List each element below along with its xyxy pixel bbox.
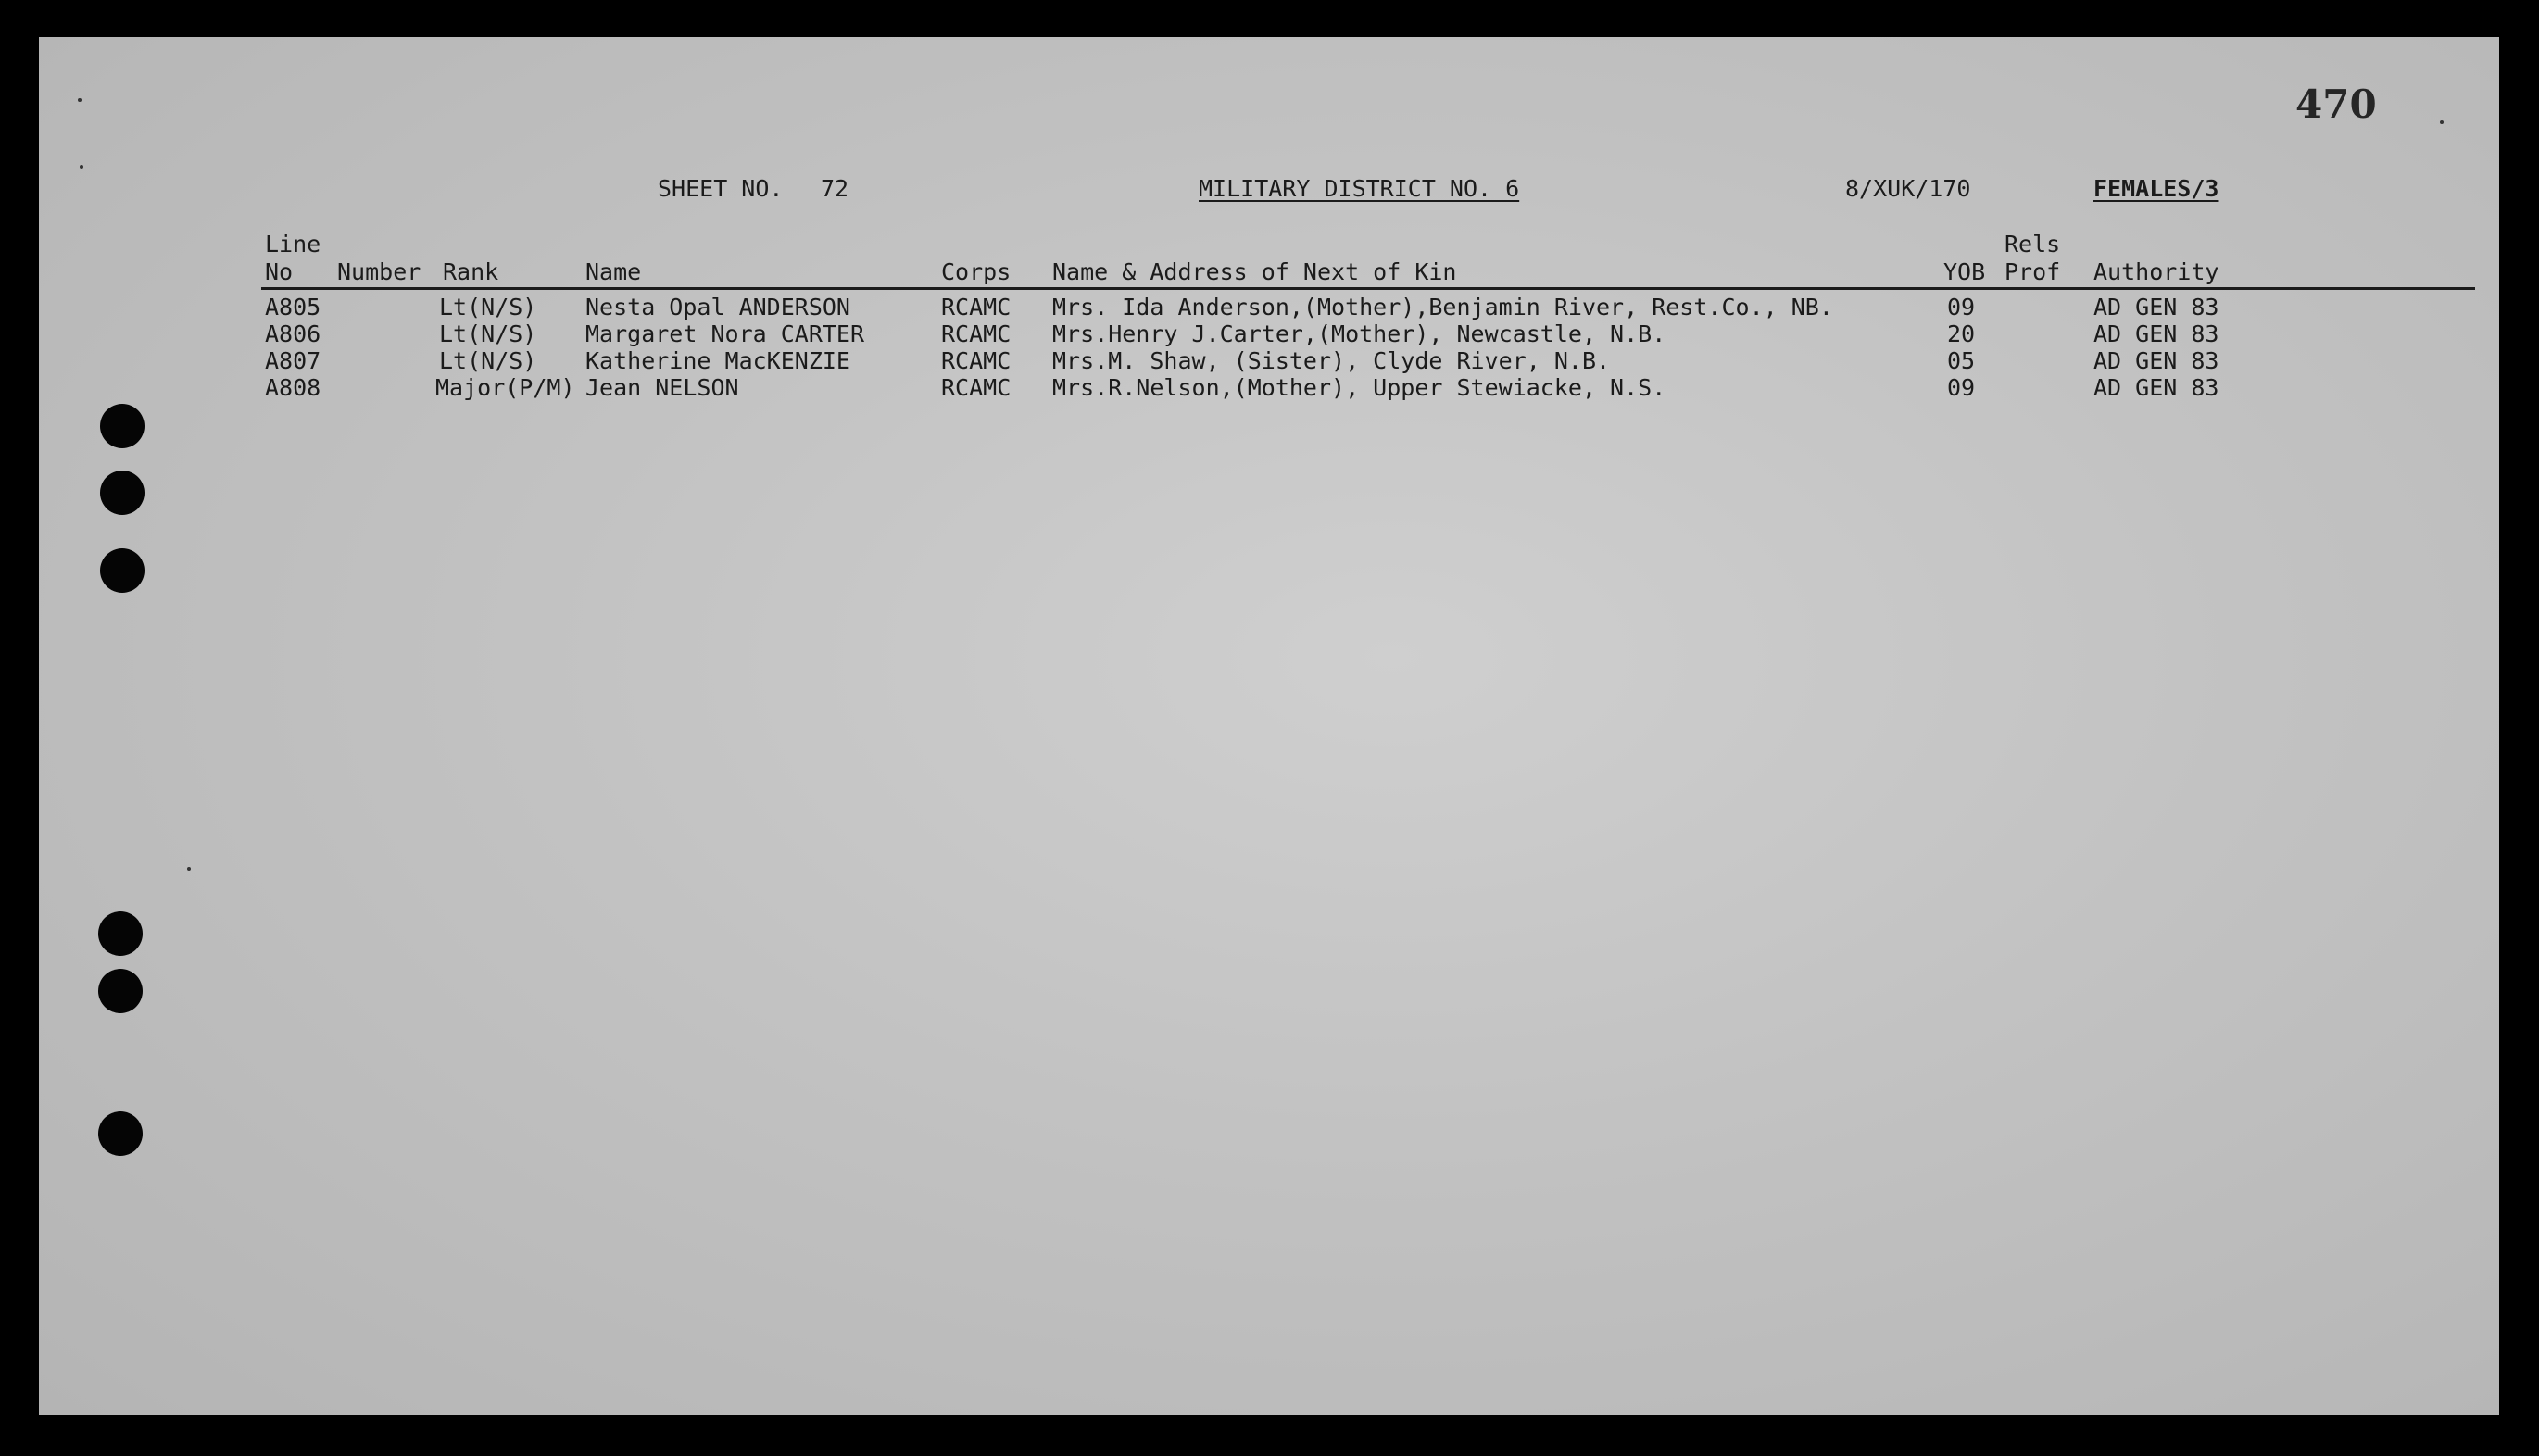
category-label: FEMALES/3	[2093, 175, 2219, 202]
row-2-name: Margaret Nora CARTER	[585, 320, 865, 347]
row-2-next-of-kin: Mrs.Henry J.Carter,(Mother), Newcastle, N.B.	[1052, 320, 1666, 347]
row-4-next-of-kin: Mrs.R.Nelson,(Mother), Upper Stewiacke, N.S.	[1052, 374, 1666, 401]
row-1-corps: RCAMC	[941, 294, 1012, 320]
col-name: Name	[585, 258, 642, 285]
row-4-yob: 09	[1947, 374, 1976, 401]
col-line-bottom: No	[265, 258, 294, 285]
punch-hole	[100, 471, 145, 515]
sheet-number: 72	[821, 175, 849, 202]
row-2-rank: Lt(N/S)	[439, 320, 537, 347]
row-2-corps: RCAMC	[941, 320, 1012, 347]
row-1-next-of-kin: Mrs. Ida Anderson,(Mother),Benjamin River, Rest.Co., NB.	[1052, 294, 1833, 320]
punch-hole	[98, 969, 143, 1013]
row-2-line: A806	[265, 320, 321, 347]
row-4-corps: RCAMC	[941, 374, 1012, 401]
header-rule	[261, 287, 2475, 290]
page-number: 470	[2295, 82, 2377, 127]
row-4-name: Jean NELSON	[585, 374, 739, 401]
row-4-authority: AD GEN 83	[2093, 374, 2219, 401]
speck	[80, 165, 83, 169]
row-3-next-of-kin: Mrs.M. Shaw, (Sister), Clyde River, N.B.	[1052, 347, 1611, 374]
row-3-yob: 05	[1947, 347, 1976, 374]
col-line-top: Line	[265, 231, 321, 257]
col-authority: Authority	[2093, 258, 2219, 285]
row-1-line: A805	[265, 294, 321, 320]
speck	[2440, 120, 2444, 124]
speck	[187, 867, 191, 871]
row-3-corps: RCAMC	[941, 347, 1012, 374]
row-1-rank: Lt(N/S)	[439, 294, 537, 320]
row-3-name: Katherine MacKENZIE	[585, 347, 850, 374]
col-rels-top: Rels	[2005, 231, 2061, 257]
district-title: MILITARY DISTRICT NO. 6	[1199, 175, 1520, 202]
speck	[78, 98, 82, 102]
punch-hole	[98, 911, 143, 956]
col-number: Number	[337, 258, 421, 285]
col-yob: YOB	[1943, 258, 1986, 285]
punch-hole	[98, 1111, 143, 1156]
col-corps: Corps	[941, 258, 1012, 285]
row-2-authority: AD GEN 83	[2093, 320, 2219, 347]
row-3-line: A807	[265, 347, 321, 374]
row-3-authority: AD GEN 83	[2093, 347, 2219, 374]
row-4-line: A808	[265, 374, 321, 401]
row-1-name: Nesta Opal ANDERSON	[585, 294, 850, 320]
row-2-yob: 20	[1947, 320, 1976, 347]
row-3-rank: Lt(N/S)	[439, 347, 537, 374]
row-1-yob: 09	[1947, 294, 1976, 320]
reference-code: 8/XUK/170	[1845, 175, 1971, 202]
col-rels-bottom: Prof	[2005, 258, 2061, 285]
document-sheet	[39, 37, 2499, 1415]
row-1-authority: AD GEN 83	[2093, 294, 2219, 320]
col-next-of-kin: Name & Address of Next of Kin	[1052, 258, 1457, 285]
col-rank: Rank	[443, 258, 499, 285]
sheet-label: SHEET NO.	[658, 175, 784, 202]
punch-hole	[100, 548, 145, 593]
row-4-rank: Major(P/M)	[435, 374, 575, 401]
punch-hole	[100, 404, 145, 448]
